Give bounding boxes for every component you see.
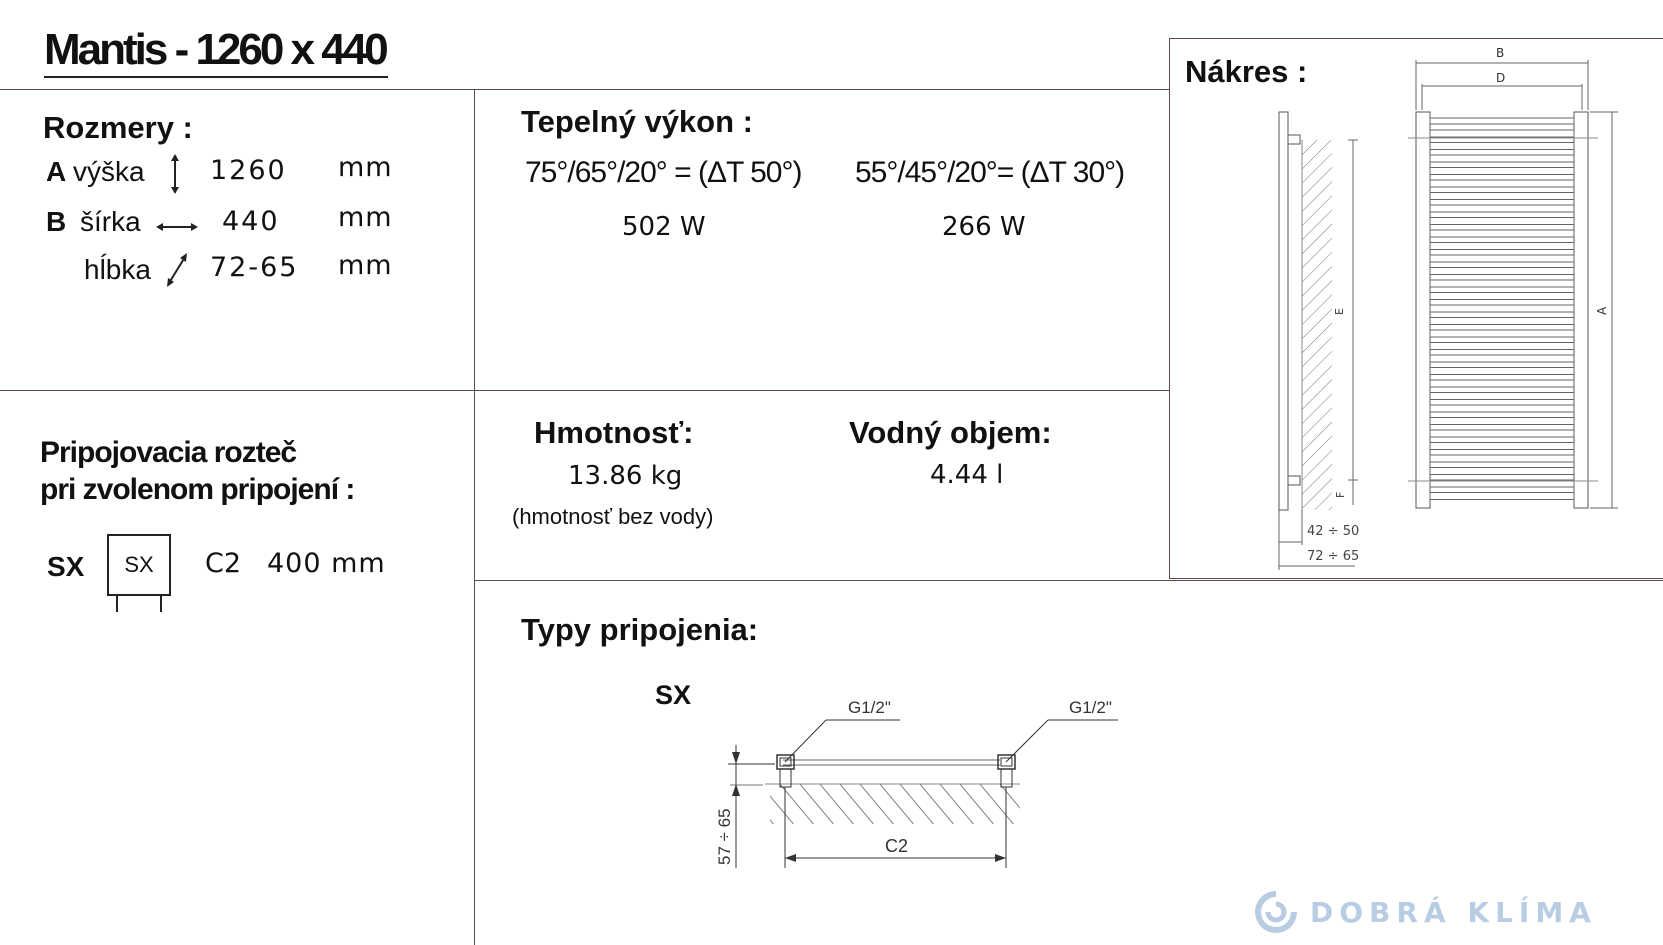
dimension-value: 72-65	[210, 252, 299, 283]
vertical-arrow-icon	[168, 154, 182, 194]
dimension-row-width	[46, 204, 446, 244]
dimensions-heading: Rozmery :	[43, 110, 193, 145]
radiator-bar	[1430, 443, 1574, 450]
radiator-bar	[1430, 305, 1574, 312]
thermal-condition-label: 55°/45°/20°= (ΔT 30°)	[855, 156, 1125, 189]
radiator-bar	[1430, 255, 1574, 262]
radiator-bar	[1430, 393, 1574, 400]
dimension-a-label: A	[1595, 306, 1609, 315]
weight-note: (hmotnosť bez vody)	[512, 504, 714, 529]
weight-heading: Hmotnosť:	[534, 415, 694, 450]
radiator-bar	[1430, 243, 1574, 250]
radiator-bar	[1430, 418, 1574, 425]
dimension-b-label: B	[1496, 46, 1505, 60]
left-thread-label: G1/2"	[848, 698, 891, 717]
page-title: Mantis - 1260 x 440	[44, 24, 388, 78]
connection-types-heading: Typy pripojenia:	[521, 612, 759, 647]
radiator-bar	[1430, 405, 1574, 412]
dimension-unit: mm	[338, 152, 393, 183]
dimension-key: B	[46, 206, 67, 237]
connection-spacing-heading: Pripojovacia rozteč	[40, 436, 297, 469]
radiator-bar	[1430, 280, 1574, 287]
radiator-bar	[1430, 143, 1574, 150]
sx-connection-leg	[160, 596, 162, 612]
radiator-bar	[1430, 318, 1574, 325]
dimension-e-label: E	[1333, 308, 1346, 315]
dimension-value: 440	[222, 206, 280, 237]
weight-value: 13.86 kg	[568, 461, 683, 491]
radiator-bar	[1430, 380, 1574, 387]
radiator-bar	[1430, 268, 1574, 275]
divider-top	[0, 89, 1170, 90]
sx-connection-leg	[116, 596, 118, 612]
spacing-label: C2	[205, 548, 242, 579]
radiator-bar	[1430, 180, 1574, 187]
radiator-bar	[1430, 155, 1574, 162]
drawing-heading: Nákres :	[1185, 54, 1308, 89]
radiator-bar	[1430, 493, 1574, 500]
divider-lower	[474, 580, 1663, 581]
dimension-row-depth	[46, 252, 446, 292]
radiator-bar	[1430, 343, 1574, 350]
sx-connection-box: SX	[107, 534, 171, 596]
dimension-key: A	[46, 156, 67, 187]
dimension-unit: mm	[338, 202, 393, 233]
height-range-label: 57 ÷ 65	[715, 808, 734, 865]
thermal-output-value: 502 W	[622, 212, 706, 242]
water-volume-heading: Vodný objem:	[849, 415, 1052, 450]
dimension-unit: mm	[338, 250, 393, 281]
radiator-bar	[1430, 368, 1574, 375]
spacing-c2-label: C2	[885, 836, 909, 856]
radiator-bar	[1430, 193, 1574, 200]
radiator-bar	[1430, 355, 1574, 362]
dimension-label: hĺbka	[84, 254, 151, 285]
dimension-label: šírka	[80, 206, 141, 237]
horizontal-arrow-icon	[156, 220, 198, 234]
radiator-bar	[1430, 205, 1574, 212]
radiator-bar	[1430, 468, 1574, 475]
dimension-f-label: F	[1334, 491, 1347, 498]
thermal-heading: Tepelný výkon :	[521, 104, 753, 139]
side-depth-label: 42 ÷ 50	[1307, 524, 1360, 539]
thermal-output-value: 266 W	[942, 212, 1026, 242]
divider-middle	[0, 390, 1170, 391]
connection-type-label: SX	[47, 551, 85, 582]
thermal-condition-label: 75°/65°/20° = (ΔT 50°)	[525, 156, 802, 189]
radiator-bar	[1430, 430, 1574, 437]
radiator-bar	[1430, 218, 1574, 225]
radiator-bar	[1430, 130, 1574, 137]
sx-connection-diagram	[700, 685, 1130, 870]
connection-types-sx-label: SX	[655, 680, 692, 710]
divider-vertical	[474, 89, 475, 945]
brand-name: DOBRÁ KLÍMA	[1310, 896, 1597, 929]
radiator-drawing	[1170, 40, 1663, 580]
radiator-bar	[1430, 330, 1574, 337]
water-volume-value: 4.44 l	[930, 460, 1004, 490]
brand-logo-icon	[1254, 890, 1298, 934]
dimension-value: 1260	[210, 155, 287, 186]
connection-spacing-heading: pri zvolenom pripojení :	[40, 473, 355, 506]
radiator-bar	[1430, 293, 1574, 300]
dimension-label: výška	[73, 156, 145, 187]
spacing-value: 400 mm	[267, 548, 386, 579]
radiator-bar	[1430, 455, 1574, 462]
right-thread-label: G1/2"	[1069, 698, 1112, 717]
side-depth-label: 72 ÷ 65	[1307, 549, 1360, 564]
dimension-d-label: D	[1496, 71, 1506, 85]
radiator-bar	[1430, 168, 1574, 175]
diagonal-arrow-icon	[164, 252, 190, 288]
radiator-bar	[1430, 230, 1574, 237]
dimension-row-height	[46, 154, 446, 194]
